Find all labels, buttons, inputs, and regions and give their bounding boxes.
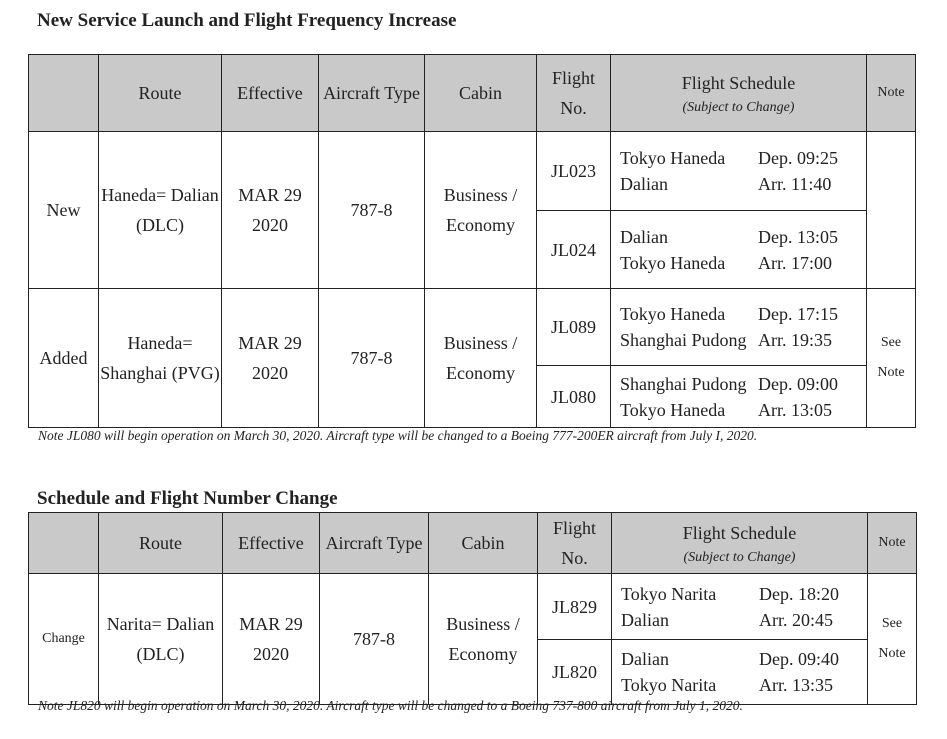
schedule-line [620,250,866,276]
schedule-line [620,327,866,353]
flight-schedule [611,132,867,211]
note-cell [867,132,916,289]
schedule-place: Shanghai Pudong [620,330,747,350]
schedule-place: Tokyo Narita [621,583,717,604]
route: Haneda= Shanghai (PVG) [99,289,222,428]
aircraft-type: 787-8 [319,289,425,428]
flight-schedule [612,640,868,705]
flight-number: JL023 [537,132,611,211]
flight-number: JL820 [538,640,612,705]
schedule-time: Arr. 13:35 [759,675,833,695]
schedule-place: Tokyo Narita [621,675,717,695]
schedule-time: Dep. 09:40 [759,649,839,669]
schedule-line [620,171,866,197]
schedule-time: Arr. 13:05 [758,399,832,420]
schedule-line [620,301,866,327]
schedule-time: Dep. 09:00 [758,373,838,394]
table-row [29,289,916,366]
cabin: Business / Economy [429,574,538,705]
schedule-place: Tokyo Haneda [620,304,726,324]
table-row [29,132,916,211]
header-schedule-label: Flight Schedule [681,73,796,93]
section1-title: New Service Launch and Flight Frequency Increase [37,10,457,31]
schedule-time: Dep. 13:05 [758,226,838,247]
schedule-time: Dep. 17:15 [758,304,838,324]
schedule-line [620,145,866,171]
schedule-time: Arr. 11:40 [758,174,832,194]
cabin: Business / Economy [425,132,537,289]
header-note: Note [867,55,916,132]
route: Haneda= Dalian (DLC) [99,132,222,289]
header-note: Note [868,513,917,574]
header-cabin: Cabin [425,55,537,132]
header-schedule-label: Flight Schedule [682,523,797,543]
service-type: Change [29,574,99,705]
note-cell: See Note [868,574,917,705]
effective-date: MAR 29 2020 [222,132,319,289]
flight-schedule [611,289,867,366]
header-cabin: Cabin [429,513,538,574]
schedule-time: Arr. 20:45 [759,609,833,630]
schedule-place: Dalian [621,649,669,669]
schedule-place: Dalian [620,226,668,247]
aircraft-type: 787-8 [319,132,425,289]
header-route: Route [99,55,222,132]
route: Narita= Dalian (DLC) [99,574,223,705]
header-flight-no: Flight No. [538,513,612,574]
table-row [29,574,917,640]
schedule-time: Arr. 17:00 [758,252,832,273]
flight-schedule [611,211,867,289]
header-flight-schedule [612,513,868,574]
schedule-line [620,224,866,250]
schedule-line [621,607,867,633]
flight-number: JL024 [537,211,611,289]
header-aircraft-type: Aircraft Type [319,55,425,132]
schedule-line [620,397,866,423]
note-cell: See Note [867,289,916,428]
cabin: Business / Economy [425,289,537,428]
schedule-place: Tokyo Haneda [620,148,726,168]
header-effective: Effective [222,55,319,132]
section2-title: Schedule and Flight Number Change [37,488,338,509]
effective-date: MAR 29 2020 [222,289,319,428]
schedule-place: Tokyo Haneda [620,252,726,273]
flight-number: JL829 [538,574,612,640]
header-row [29,55,916,132]
header-row [29,513,917,574]
header-flight-no: Flight No. [537,55,611,132]
schedule-line [621,672,867,698]
header-type [29,513,99,574]
header-route: Route [99,513,223,574]
schedule-place: Tokyo Haneda [620,399,726,420]
header-schedule-sub: (Subject to Change) [683,550,796,565]
new-service-table [28,54,916,428]
schedule-time: Dep. 18:20 [759,583,839,604]
flight-number: JL089 [537,289,611,366]
schedule-place: Shanghai Pudong [620,373,747,394]
header-type [29,55,99,132]
schedule-change-table [28,512,917,705]
header-aircraft-type: Aircraft Type [320,513,429,574]
service-type: Added [29,289,99,428]
schedule-time: Dep. 09:25 [758,148,838,168]
schedule-line [621,581,867,607]
effective-date: MAR 29 2020 [223,574,320,705]
header-effective: Effective [223,513,320,574]
header-schedule-sub: (Subject to Change) [682,100,795,115]
flight-number: JL080 [537,366,611,428]
header-flight-schedule [611,55,867,132]
section2-footnote: Note JL820 will begin operation on March 30, 2020. Aircraft type will be changed to a Boeing 737-800 aircraft from July 1, 2020. [38,698,743,713]
flight-schedule [611,366,867,428]
flight-schedule [612,574,868,640]
schedule-line [620,371,866,397]
schedule-place: Dalian [620,174,668,194]
schedule-line [621,646,867,672]
service-type: New [29,132,99,289]
section1-footnote: Note JL080 will begin operation on March 30, 2020. Aircraft type will be changed to a Boeing 777-200ER aircraft from July I, 2020. [38,428,758,443]
aircraft-type: 787-8 [320,574,429,705]
schedule-time: Arr. 19:35 [758,330,832,350]
schedule-place: Dalian [621,609,669,630]
